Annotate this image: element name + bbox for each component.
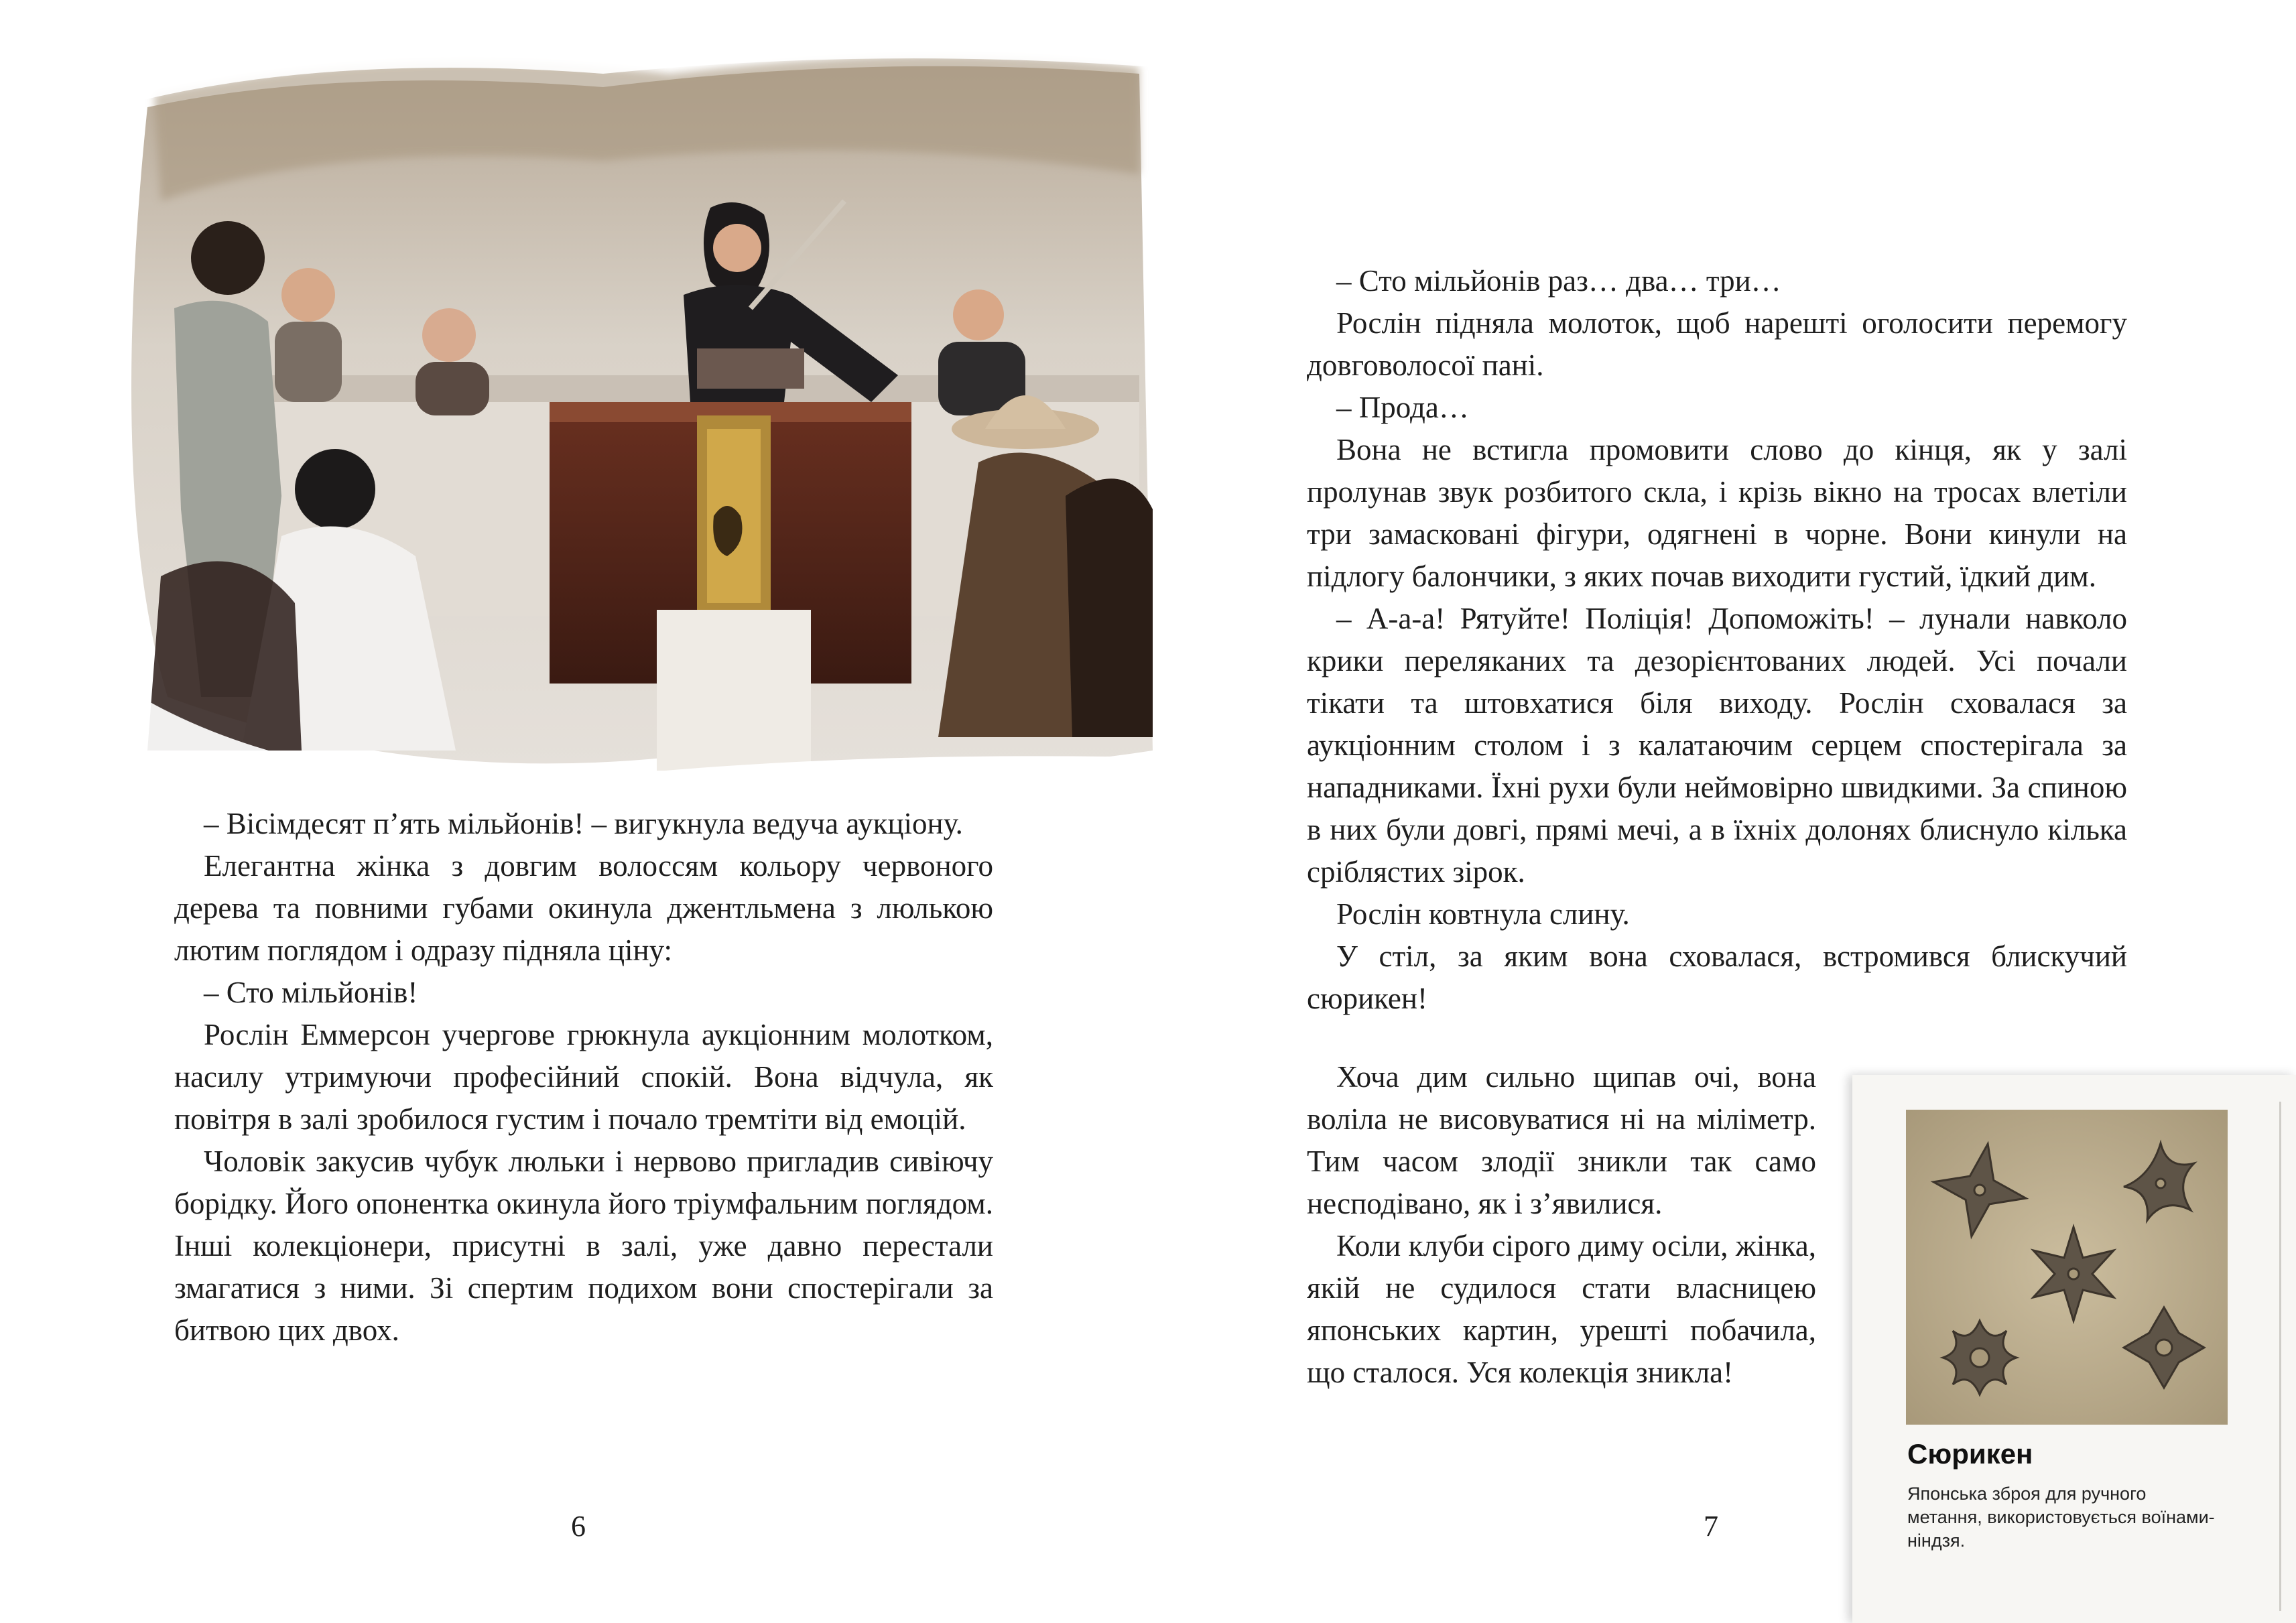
- paragraph: Хоча дим сильно щипав очі, вона воліла не висовуватися ні на міліметр. Тим часом злодії зникли так само несподівано, як і з’явилися.: [1307, 1060, 1816, 1220]
- auction-illustration: [67, 27, 1153, 784]
- paragraph: – Сто мільйонів!: [204, 976, 418, 1009]
- glossary-definition: Японська зброя для ручного метання, використовується воїнами-ніндзя.: [1907, 1484, 2215, 1551]
- page-number-right: 7: [1704, 1510, 1718, 1543]
- paragraph: Вона не встигла промовити слово до кінця, як у залі пролунав звук розбитого скла, і крізь вікно на тросах влетіли три замасковані фігури, одягнені в чорне. Вони кинули на підлогу балончики, з яких почав виходити густий, їдкий дим.: [1307, 433, 2127, 593]
- shuriken-illustration: [1906, 1110, 2228, 1425]
- paragraph: Рослін підняла молоток, щоб нарешті оголосити перемогу довговолосої пані.: [1307, 306, 2127, 382]
- paragraph: У стіл, за яким вона сховалася, встромився блискучий сюрикен!: [1307, 939, 2127, 1015]
- card-edge-line: [2279, 1102, 2281, 1611]
- paragraph: Рослін ковтнула слину.: [1336, 897, 1630, 931]
- glossary-card: [1852, 1075, 2296, 1623]
- paragraph: – А-а-а! Рятуйте! Поліція! Допоможіть! – лунали навколо крики переляканих та дезорієнтованих людей. Усі почали тікати та штовхатися біля виходу. Рослін сховалася за аукціонним столом і з калатаючим серцем спостерігала за нападниками. Їхні рухи були неймовірно швидкими. За спиною в них були довгі, прямі мечі, а в їхніх долонях блиснуло кілька сріблястих зірок.: [1307, 602, 2127, 889]
- auction-scene-image: [67, 27, 1153, 784]
- right-page-text-narrow: [1307, 1056, 1816, 1394]
- paragraph: – Вісімдесят п’ять мільйонів! – вигукнула ведуча аукціону.: [204, 807, 963, 840]
- page-number-left: 6: [571, 1510, 586, 1543]
- paragraph: – Сто мільйонів раз… два… три…: [1336, 264, 1781, 298]
- left-page-text: [174, 803, 993, 1352]
- right-page-text: [1307, 260, 2127, 1020]
- paragraph: Коли клуби сірого диму осіли, жінка, якій не судилося стати власницею японських картин, урешті побачила, що сталося. Уся колекція зникла!: [1307, 1229, 1816, 1389]
- glossary-term: Сюрикен: [1907, 1438, 2033, 1470]
- paragraph: Рослін Еммерсон учергове грюкнула аукціонним молотком, насилу утримуючи професійний спокій. Вона відчула, як повітря в залі зробилося густим і почало тремтіти від емоцій.: [174, 1018, 993, 1136]
- shuriken-icon: [1906, 1110, 2228, 1425]
- paragraph: Елегантна жінка з довгим волоссям кольору червоного дерева та повними губами окинула джентльмена з люлькою лютим поглядом і одразу підняла ціну:: [174, 849, 993, 967]
- paragraph: – Прода…: [1336, 391, 1469, 424]
- paragraph: Чоловік закусив чубук люльки і нервово пригладив сивіючу борідку. Його опонентка окинула його тріумфальним поглядом. Інші колекціонери, присутні в залі, уже давно перестали змагатися з ними. Зі спертим подихом вони спостерігали за битвою цих двох.: [174, 1145, 993, 1347]
